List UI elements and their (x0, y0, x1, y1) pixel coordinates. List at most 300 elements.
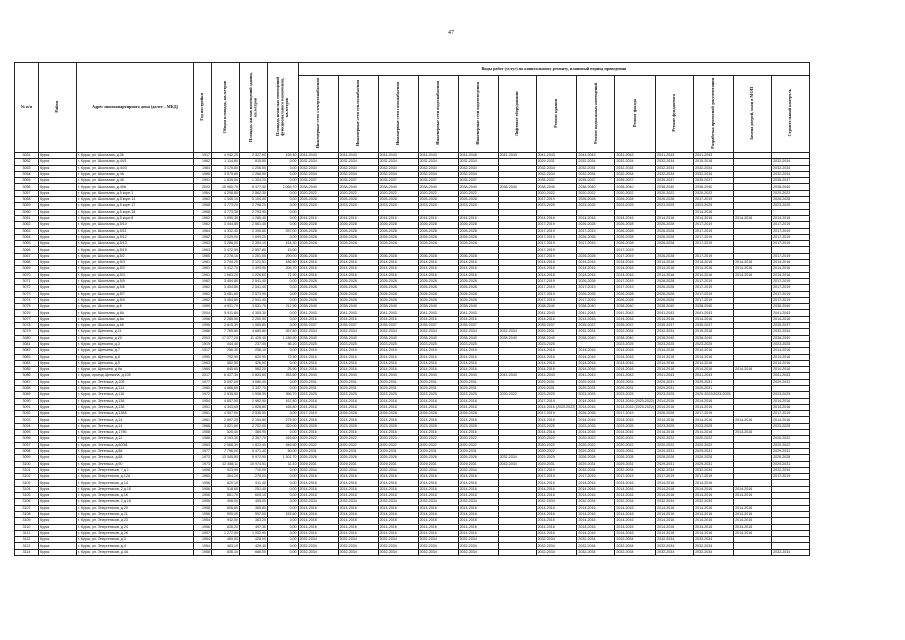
table-cell: 5 104,00 (240, 197, 268, 203)
table-cell: 2029-2031 (338, 448, 378, 454)
table-cell: 2014-2016 (656, 367, 694, 373)
table-cell: Курск (39, 341, 77, 347)
table-cell: 2014-2016 (458, 272, 498, 278)
table-cell: 2014-2016 (458, 474, 498, 480)
table-cell: 2017-2019 (772, 253, 810, 259)
table-cell: 2026-2028 (577, 455, 615, 461)
table-cell (498, 549, 536, 555)
table-cell: 0,00 (268, 549, 299, 555)
table-cell: 2032-2034 (458, 165, 498, 171)
table-cell: 1957 (194, 530, 212, 536)
table-cell: 3112 (15, 537, 39, 543)
header-work-8: Ремонт подвальных помещений (577, 76, 615, 153)
table-cell: 46,20 (268, 341, 299, 347)
table-cell: 2032-2034 (615, 165, 656, 171)
table-cell: 2014-2016 (378, 260, 418, 266)
table-cell: 2029-2031 (458, 379, 498, 385)
table-cell: 2014-2016 (378, 417, 418, 423)
table-cell: 2035-2037 (577, 323, 615, 329)
table-cell: 2014-2016 (418, 367, 458, 373)
table-cell: 1 304,20 (240, 178, 268, 184)
table-cell: г. Курск, ул. Школьная, д.5 корп.1 (77, 190, 194, 196)
header-work-12: Замена дверей, окон в МОП (734, 76, 772, 153)
table-cell: 2041-2043 (298, 153, 338, 159)
table-cell: г. Курск, ул. Щепкина, д.11 (77, 329, 194, 335)
table-cell: г. Курск, ул. Школьная, д.5/5 (77, 278, 194, 284)
table-cell: 1961 (194, 260, 212, 266)
table-cell: 2032-2034 (338, 543, 378, 549)
table-cell: 2026-2028 (458, 197, 498, 203)
table-cell: 0,00 (268, 291, 299, 297)
table-cell: 1 585,80 (240, 323, 268, 329)
table-cell: 383,20 (240, 518, 268, 524)
table-cell: 2026-2028 (458, 234, 498, 240)
table-cell: 2035-2037 (378, 323, 418, 329)
table-cell: 2020-2022 (772, 436, 810, 442)
table-cell: 3 337,70 (240, 385, 268, 391)
table-cell: 3055 (15, 178, 39, 184)
table-cell: 2032-2034 (298, 499, 338, 505)
table-cell: 2014-2016 (577, 215, 615, 221)
table-cell: Курск (39, 480, 77, 486)
table-cell: 2014-2016 (338, 348, 378, 354)
table-cell: 12 458,11 (212, 461, 240, 467)
table-cell: 2041-2043 (656, 373, 694, 379)
header-nonresidential-area: Площадь нежилых помещений функционального назначения, кв.метров (268, 63, 299, 153)
table-cell: 2026-2028 (378, 241, 418, 247)
table-cell: 861,70 (212, 493, 240, 499)
table-cell: 2026-2028 (458, 278, 498, 284)
table-cell: 2023-2025 (656, 341, 694, 347)
table-cell: 2014-2016 (298, 316, 338, 322)
table-cell: 3101 (15, 467, 39, 473)
table-cell: 2017-2019 (536, 291, 577, 297)
table-cell: 1962 (194, 297, 212, 303)
table-cell: 290,00 (268, 253, 299, 259)
table-cell: 2038-2040 (772, 335, 810, 341)
table-cell: 2014-2016 (298, 272, 338, 278)
table-cell: 2017-2019 (577, 228, 615, 234)
table-cell: 2026-2028 (656, 234, 694, 240)
table-cell: 1 493,90 (240, 266, 268, 272)
table-cell: Курск (39, 417, 77, 423)
table-cell: 2032-2034 (418, 329, 458, 335)
table-cell: 2026-2028 (378, 197, 418, 203)
table-cell: 1963 (194, 241, 212, 247)
table-cell: г. Курск, ул. Школьная, д.68 (77, 323, 194, 329)
table-cell: 2014-2016 (536, 316, 577, 322)
table-cell: 13 345,80 (212, 455, 240, 461)
table-cell: 2017-2019 (772, 278, 810, 284)
table-cell: 2017-2019 (772, 228, 810, 234)
table-cell: 2020-2022 (772, 442, 810, 448)
table-cell: 2014-2016 (694, 493, 734, 499)
table-cell: 2014-2016 (656, 360, 694, 366)
table-cell: 2035-2037 (694, 178, 734, 184)
table-cell: 2020-2022 (577, 436, 615, 442)
table-cell: 2014-2016 (577, 493, 615, 499)
table-cell: 2032-2034 (418, 499, 458, 505)
table-cell: Курск (39, 474, 77, 480)
table-cell: 2003 (194, 184, 212, 190)
table-cell: 2032-2034 (615, 171, 656, 177)
table-cell: 2020-2022 (378, 442, 418, 448)
header-work-5: Инженерные сети водоотведения (458, 76, 498, 153)
table-cell: 2029-2031 (656, 385, 694, 391)
table-cell: 11 425,40 (240, 335, 268, 341)
table-cell: 2035-2037 (418, 178, 458, 184)
table-cell: 2023-2025 (378, 203, 418, 209)
table-cell: Курск (39, 367, 77, 373)
table-cell: 2023-2025 (536, 455, 577, 461)
table-cell: 1963 (194, 247, 212, 253)
table-cell: 2017-2019 (615, 285, 656, 291)
table-cell: 2014-2016 (615, 493, 656, 499)
table-cell: 278,00 (240, 474, 268, 480)
table-cell: 2017-2019 (577, 241, 615, 247)
table-cell: 2029-2031 (298, 385, 338, 391)
table-cell: 2023-2025 (694, 423, 734, 429)
table-cell: 2032-2034 (378, 171, 418, 177)
table-cell: 2014-2016 (656, 260, 694, 266)
table-cell: 2014-2016 (615, 511, 656, 517)
table-cell: 2041-2043 (298, 310, 338, 316)
header-num: № п/п (15, 63, 39, 153)
table-cell: 2014-2016 (615, 260, 656, 266)
table-cell: 2041-2043 (378, 310, 418, 316)
table-cell: 2032-2034 (498, 461, 536, 467)
table-cell: 2014-2016 (338, 493, 378, 499)
table-cell: 3 454,80 (212, 297, 240, 303)
table-cell: г. Курск, ул. Школьная, д.5/7 (77, 291, 194, 297)
table-cell: 2017-2019 (694, 285, 734, 291)
table-cell: 2026-2028 (378, 228, 418, 234)
table-cell: 2017-2019 (772, 411, 810, 417)
table-cell: 2020-2022 (536, 448, 577, 454)
table-cell: 2032-2034 (536, 165, 577, 171)
table-cell: 2026-2028 (656, 228, 694, 234)
table-cell: 2035-2037 (615, 323, 656, 329)
table-cell: 2014-2016 (694, 398, 734, 404)
table-cell: 4 305,30 (240, 310, 268, 316)
table-cell: 2026-2028 (338, 297, 378, 303)
table-cell: 2041-2043 (536, 310, 577, 316)
table-cell: г. Курск, ул. Энергетиков, 7 д.1 (77, 467, 194, 473)
table-cell: 2032-2034 (338, 171, 378, 177)
table-cell: 2038-2040 (536, 184, 577, 190)
table-cell: 2020-2022 (458, 190, 498, 196)
table-cell: 4 332,40 (212, 228, 240, 234)
table-cell: 2014-2016 (458, 398, 498, 404)
table-cell: 3087 (15, 379, 39, 385)
table-cell: 3067 (15, 253, 39, 259)
table-cell: 6 427,30 (212, 373, 240, 379)
table-cell: 2014-2016 (298, 530, 338, 536)
table-cell: 2014-2016 (694, 260, 734, 266)
table-cell: 320,00 (268, 423, 299, 429)
table-cell: 2020-2022 (536, 190, 577, 196)
table-cell: 0,00 (268, 165, 299, 171)
table-cell: 2014-2016 (458, 260, 498, 266)
table-cell: 2029-2031 (656, 379, 694, 385)
table-cell: 2026-2028 (458, 291, 498, 297)
table-cell: Курск (39, 549, 77, 555)
table-cell: 2026-2028 (298, 241, 338, 247)
table-cell: 2026-2028 (418, 411, 458, 417)
table-cell: 2032-2034 (577, 159, 615, 165)
table-cell: 1 835,50 (212, 178, 240, 184)
table-cell: 2014-2016 (338, 511, 378, 517)
table-cell: 2029-2031 (298, 461, 338, 467)
table-cell: 2029-2031 (378, 461, 418, 467)
table-cell: 2014-2016 (734, 530, 772, 536)
table-cell: 463,10 (212, 543, 240, 549)
table-cell: 0,00 (268, 323, 299, 329)
table-cell: 2014-2016 (338, 260, 378, 266)
table-cell: 1951 (194, 404, 212, 410)
table-cell: 2026-2028 (615, 234, 656, 240)
table-cell: 2035-2037 (298, 323, 338, 329)
table-cell: 2029-2031 (378, 385, 418, 391)
table-cell: 0,00 (268, 537, 299, 543)
table-cell: 2014-2016 (418, 398, 458, 404)
table-cell: 8 477,30 (240, 184, 268, 190)
table-cell: 3068 (15, 260, 39, 266)
table-cell: 2014-2016 (536, 360, 577, 366)
table-cell: 2014-2016 (615, 524, 656, 530)
table-cell: 2017-2019 (694, 474, 734, 480)
table-cell: 2032-2034 (656, 329, 694, 335)
table-cell: 2014-2016 (694, 266, 734, 272)
table-cell: 0,00 (268, 379, 299, 385)
table-cell: г. Курск, ул. Школьная, д.5 корп.14 (77, 197, 194, 203)
table-cell: 2014-2016 (615, 486, 656, 492)
table-cell: 0,00 (268, 310, 299, 316)
table-cell: 2 744,20 (212, 260, 240, 266)
table-cell: 2014-2016 (577, 260, 615, 266)
table-cell: 2014-2016 (298, 404, 338, 410)
table-cell: г. Курск, ул. Энгельса, д.179Б (77, 430, 194, 436)
table-cell: 2041-2043 (418, 310, 458, 316)
table-cell: 2014-2016 (772, 260, 810, 266)
table-cell: 2038-2040 (418, 184, 458, 190)
table-cell: 2026-2028 (338, 278, 378, 284)
table-cell: 2020-2022 (615, 442, 656, 448)
table-cell: 2032-2034 (577, 543, 615, 549)
table-cell: 1986 (194, 171, 212, 177)
table-cell: 2032-2034 (772, 467, 810, 473)
table-cell: 2029-2031 (418, 461, 458, 467)
table-cell: 3071 (15, 278, 39, 284)
table-cell: Курск (39, 511, 77, 517)
table-cell: 2026-2028 (458, 222, 498, 228)
table-cell: Курск (39, 241, 77, 247)
table-cell: 2014-2016 (772, 404, 810, 410)
table-cell: 3053 (15, 165, 39, 171)
table-cell: 2035-2037 (615, 178, 656, 184)
table-cell: 3100 (15, 461, 39, 467)
table-cell: 2014-2016 (338, 530, 378, 536)
table-cell: 2029-2031 (772, 379, 810, 385)
table-cell: 428,40 (240, 543, 268, 549)
table-cell: 2038-2040 (378, 335, 418, 341)
table-cell: г. Курск, ул. Щепкина, д.3 (77, 341, 194, 347)
table-cell: 2014-2016 (694, 417, 734, 423)
table-cell: 2 568,30 (212, 442, 240, 448)
table-cell: 0,00 (268, 197, 299, 203)
table-cell: 2026-2028 (615, 228, 656, 234)
table-cell: 2017-2019 (536, 241, 577, 247)
table-cell: 606,80 (212, 505, 240, 511)
table-cell: 2017-2019 (536, 197, 577, 203)
table-cell: 405,00 (240, 499, 268, 505)
table-cell: 2014-2016 (615, 480, 656, 486)
table-cell: 2014-2016 (734, 518, 772, 524)
table-cell: 2017-2019 (577, 285, 615, 291)
table-cell: г. Курск, ул. Школьная, д.5/15 (77, 247, 194, 253)
table-cell: 2026-2028 (615, 291, 656, 297)
table-cell: 2020-2022 (615, 190, 656, 196)
table-cell: 2014-2016 (615, 266, 656, 272)
table-cell: 2014-2016 (298, 524, 338, 530)
table-cell: 72,50 (268, 354, 299, 360)
table-cell: 2014-2016 (298, 493, 338, 499)
table-cell: 2032-2034 (536, 171, 577, 177)
table-cell: 2041-2043 (298, 373, 338, 379)
table-cell: 2032-2034 (656, 159, 694, 165)
table-cell: 2014-2016 (615, 417, 656, 423)
table-cell: Курск (39, 203, 77, 209)
table-cell: 2026-2028 (298, 285, 338, 291)
table-cell: 2023-2025 (577, 423, 615, 429)
table-cell: г. Курск, ул. Школьная, д.44/1 (77, 159, 194, 165)
table-cell: 2032-2034 (378, 537, 418, 543)
table-cell: 2014-2016 (378, 266, 418, 272)
table-cell: 1956 (194, 493, 212, 499)
table-cell: 2014-2016 (694, 348, 734, 354)
table-cell: 2038-2040 (694, 335, 734, 341)
table-cell: 2035-2037 (694, 323, 734, 329)
table-cell: г. Курск, ул. Школьная, д.44/3 (77, 165, 194, 171)
table-cell: 2023-2025 (458, 341, 498, 347)
table-cell: 1999 (194, 304, 212, 310)
table-cell: 710,00 (240, 467, 268, 473)
table-cell: 2014-2016 (772, 215, 810, 221)
table-cell: Курск (39, 442, 77, 448)
table-cell: 2032-2034 (378, 499, 418, 505)
table-cell: 2 250,90 (240, 316, 268, 322)
header-area: Общая площадь, кв.метров (212, 63, 240, 153)
table-cell: 2014-2016 (734, 215, 772, 221)
table-cell: 0,00 (268, 209, 299, 215)
table-cell: 2026-2028 (772, 197, 810, 203)
table-cell: 2014-2016 (458, 511, 498, 517)
table-cell: 2014-2016 (656, 486, 694, 492)
table-cell: г. Курск, ул. Школьная, д.6а (77, 316, 194, 322)
table-cell: г. Курск, ул. Энгельса, д.138 (77, 404, 194, 410)
table-cell: Курск (39, 373, 77, 379)
table-cell: 3058 (15, 197, 39, 203)
table-cell: 2014-2016 (418, 266, 458, 272)
table-cell: 2020-2022 (694, 436, 734, 442)
table-cell: 2032-2034 (338, 329, 378, 335)
table-cell: 3085 (15, 367, 39, 373)
table-cell: 2014-2016 (338, 518, 378, 524)
header-work-13: Строительный контроль (772, 76, 810, 153)
table-cell: 2014-2016 (418, 348, 458, 354)
table-cell: г. Курск, ул. Энергетиков, д.24 (77, 524, 194, 530)
table-cell: 2014-2016 (298, 486, 338, 492)
table-cell: 2029-2031 (577, 379, 615, 385)
table-cell: 2041-2043 (577, 153, 615, 159)
table-cell: Курск (39, 253, 77, 259)
table-cell: 2014-2016 (338, 266, 378, 272)
table-cell: 2 798,20 (240, 203, 268, 209)
table-cell: 2014-2016 (298, 354, 338, 360)
table-cell: 942,00 (212, 518, 240, 524)
table-cell: 2014-2016 (458, 430, 498, 436)
table-cell: 605,10 (240, 493, 268, 499)
table-cell: 2014-2016 (458, 360, 498, 366)
table-cell: 3095 (15, 430, 39, 436)
table-cell: 2014-2016 (378, 404, 418, 410)
table-cell: 1 285,40 (240, 215, 268, 221)
table-cell: 2029-2022 (338, 436, 378, 442)
table-cell: 3 288,00 (212, 241, 240, 247)
table-cell: 2014-2016 (536, 518, 577, 524)
table-cell: 2017-2019 (536, 278, 577, 284)
table-cell: 2 557,80 (240, 247, 268, 253)
table-cell: 4 657,50 (212, 398, 240, 404)
table-cell: 3 029,00 (212, 234, 240, 240)
table-cell: 2 561,40 (240, 222, 268, 228)
table-cell: 2 897,20 (212, 417, 240, 423)
table-cell: 2026-2028 (656, 278, 694, 284)
table-cell: 2014-2016 (694, 505, 734, 511)
table-cell: 2038-2040 (656, 335, 694, 341)
table-body (15, 153, 810, 556)
table-cell: Курск (39, 310, 77, 316)
table-cell: 2014-2016 (615, 367, 656, 373)
table-cell: г. Курск, ул. Школьная, д.5/3 (77, 266, 194, 272)
table-cell: 2014-2016 (378, 354, 418, 360)
table-cell: 2017-2019 (536, 467, 577, 473)
table-cell: 3082 (15, 348, 39, 354)
table-cell: 2032-2034 (498, 329, 536, 335)
table-cell: 2029-2031 (338, 379, 378, 385)
table-cell: 2032-2034 (577, 329, 615, 335)
table-cell: 2014-2016 (458, 215, 498, 221)
table-cell: 3099 (15, 455, 39, 461)
table-cell: 2014-2016 (656, 398, 694, 404)
table-cell: г. Курск, ул. Школьная, д.5/4 (77, 272, 194, 278)
table-cell: 2014-2016 (615, 505, 656, 511)
table-cell: 2026-2028 (338, 228, 378, 234)
table-cell: 1973 (194, 455, 212, 461)
table-cell: 2023-2025 (536, 203, 577, 209)
table-cell: Курск (39, 260, 77, 266)
table-cell: 582,50 (212, 360, 240, 366)
table-cell: Курск (39, 171, 77, 177)
table-cell: 1963 (194, 197, 212, 203)
table-cell: 4 343,69 (212, 404, 240, 410)
table-cell: 3 312,70 (212, 266, 240, 272)
table-cell: 2014-2016 (615, 348, 656, 354)
table-cell: 2038-2040 (536, 304, 577, 310)
table-cell: г. Курск, ул. Школьная, д.5/3 (77, 260, 194, 266)
table-cell: 2017-2019 (536, 234, 577, 240)
table-cell: 2014-2016 (694, 215, 734, 221)
